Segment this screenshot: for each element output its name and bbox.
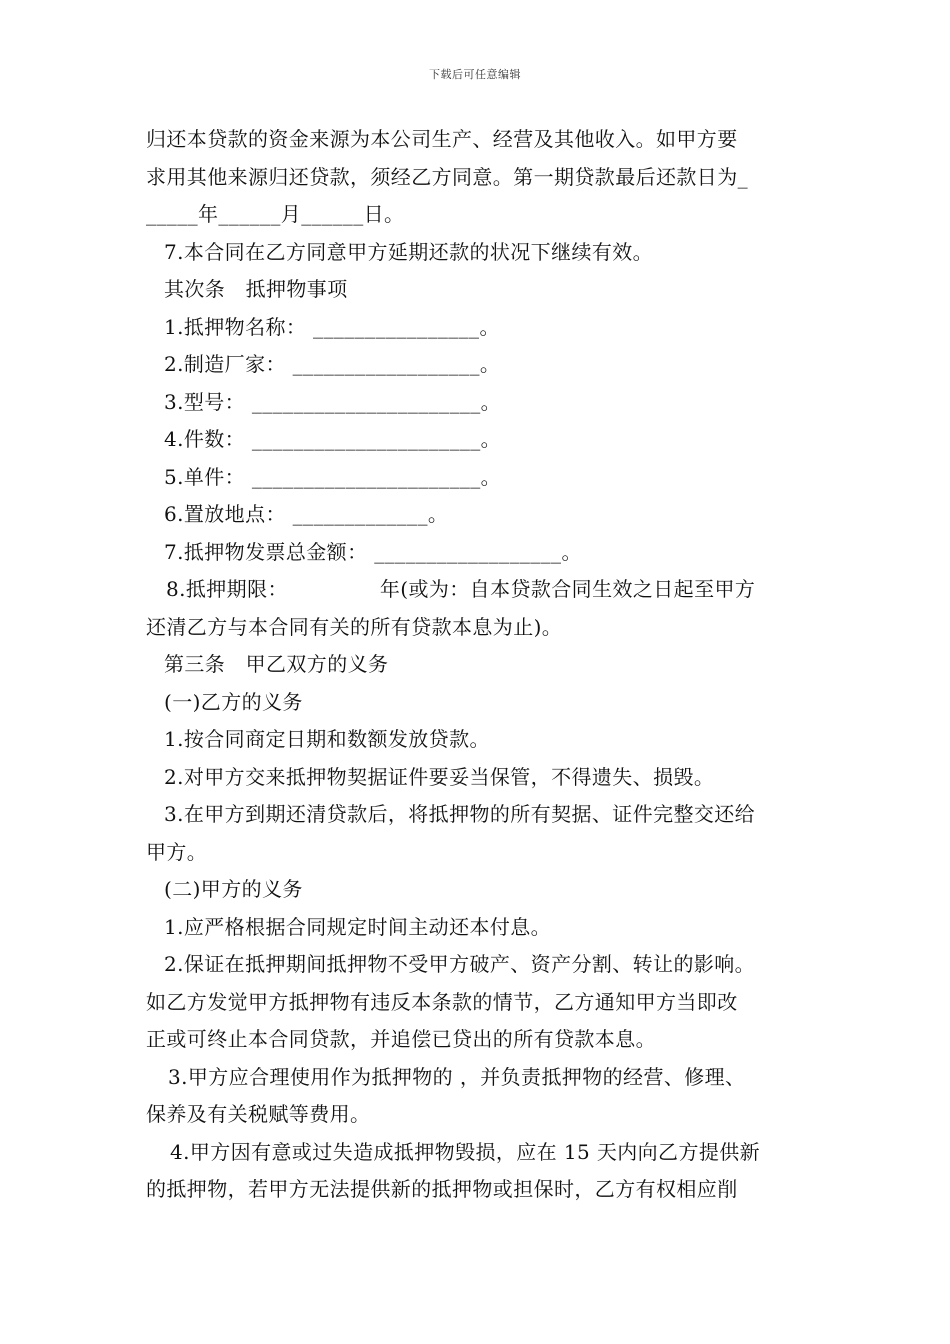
document-line: 1.抵押物名称： ________________。 bbox=[164, 314, 500, 339]
document-line: 甲方。 bbox=[146, 839, 208, 864]
document-line: 6.置放地点： _____________。 bbox=[164, 502, 449, 526]
document-line: 3.型号： ______________________。 bbox=[164, 389, 502, 414]
page-header: 下载后可任意编辑 bbox=[429, 68, 521, 81]
document-line: 其次条 抵押物事项 bbox=[164, 277, 348, 301]
document-line: 2.保证在抵押期间抵押物不受甲方破产、资产分割、转让的影响。 bbox=[164, 952, 756, 976]
document-line: 3.在甲方到期还清贷款后，将抵押物的所有契据、证件完整交还给 bbox=[164, 802, 756, 826]
document-line: 正或可终止本合同贷款，并追偿已贷出的所有贷款本息。 bbox=[146, 1027, 656, 1051]
document-line: 5.单件： ______________________。 bbox=[164, 464, 502, 489]
document-line: 第三条 甲乙双方的义务 bbox=[164, 652, 389, 676]
document-line: 4.件数： ______________________。 bbox=[164, 427, 502, 451]
document-line: _____年______月______日。 bbox=[146, 202, 405, 226]
document-line: (一)乙方的义务 bbox=[164, 689, 303, 714]
document-line: 7.本合同在乙方同意甲方延期还款的状况下继续有效。 bbox=[164, 239, 654, 264]
document-line: 还清乙方与本合同有关的所有贷款本息为止)。 bbox=[146, 614, 563, 639]
document-line: 归还本贷款的资金来源为本公司生产、经营及其他收入。如甲方要 bbox=[146, 127, 738, 151]
document-line: 7.抵押物发票总金额： __________________。 bbox=[164, 539, 582, 564]
document-line: 1.按合同商定日期和数额发放贷款。 bbox=[164, 727, 490, 751]
document-body bbox=[146, 121, 814, 1209]
document-line: 如乙方发觉甲方抵押物有违反本条款的情节，乙方通知甲方当即改 bbox=[146, 989, 738, 1014]
document-line: 8.抵押期限： 年(或为：自本贷款合同生效之日起至甲方 bbox=[166, 577, 756, 601]
document-line: 1.应严格根据合同规定时间主动还本付息。 bbox=[164, 914, 552, 939]
document-line: 4.甲方因有意或过失造成抵押物毁损，应在 15 天内向乙方提供新 bbox=[170, 1139, 761, 1164]
document-line: 3.甲方应合理使用作为抵押物的 ，并负责抵押物的经营、修理、 bbox=[168, 1064, 746, 1089]
document-line: 的抵押物，若甲方无法提供新的抵押物或担保时，乙方有权相应削 bbox=[146, 1177, 738, 1201]
document-line: (二)甲方的义务 bbox=[164, 877, 303, 901]
document-line: 保养及有关税赋等费用。 bbox=[146, 1102, 371, 1126]
document-line: 2.对甲方交来抵押物契据证件要妥当保管，不得遗失、损毁。 bbox=[164, 764, 715, 789]
document-line: 2.制造厂家： __________________。 bbox=[164, 352, 501, 376]
document-line: 求用其他来源归还贷款，须经乙方同意。第一期贷款最后还款日为_ bbox=[146, 164, 748, 189]
